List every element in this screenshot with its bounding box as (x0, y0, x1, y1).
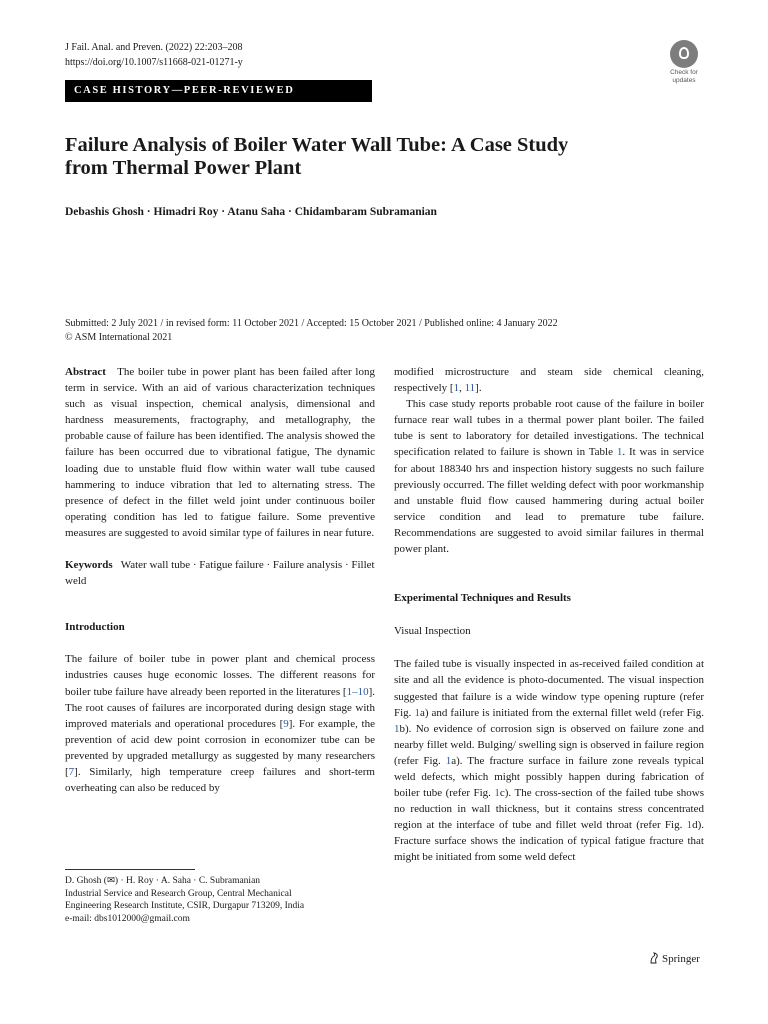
visual-inspection-heading: Visual Inspection (394, 625, 471, 638)
footnote-affiliation-2: Engineering Research Institute, CSIR, Durgapur 713209, India (65, 901, 305, 911)
author-affiliation-footnote (65, 875, 375, 925)
figure-link[interactable]: 1 (445, 754, 452, 767)
figure-link[interactable]: 1 (414, 706, 420, 719)
left-column (65, 364, 375, 796)
introduction-paragraph (65, 651, 375, 796)
journal-citation: J Fail. Anal. and Preven. (2022) 22:203–208 (65, 42, 243, 53)
intro-continuation (394, 364, 704, 396)
author-list: Debashis Ghosh · Himadri Roy · Atanu Saha · Chidambaram Subramanian (65, 206, 437, 218)
badge-line2: updates (672, 77, 696, 84)
citation-link[interactable]: 1 (453, 382, 460, 395)
citation-link[interactable]: 11 (464, 382, 476, 395)
badge-line1: Check for (670, 69, 698, 76)
publisher-footer (649, 952, 700, 966)
abstract-text: The boiler tube in power plant has been failed after long term in service. With an aid of various characterization techniques such as visual inspection, chemical analysis, dimensional and hardness measurements, fractography, and metallography, the probable cause of failure has been identified. The analysis showed the failure has been occurred due to vibrational fatigue, The dynamic loading due to unstable fluid flow within water wall tube caused hammering to induce vibration that led to alternating stress. The presence of defect in the fillet weld joint under continuous boiler operating condition has led to fatigue failure. Some preventive measures are suggested to avoid similar type of failures in near future. (65, 366, 375, 539)
publication-dates (65, 317, 558, 345)
citation-link[interactable]: 7 (68, 765, 75, 778)
introduction-heading: Introduction (65, 621, 125, 634)
vi-text-a: The failed tube is visually inspected in as-received failed condition at site and all the evidence is photo-documented. The visual inspection suggested that failure is a wide window type opening rupture (refer Fig. (394, 658, 704, 719)
figure-link[interactable]: 1 (686, 819, 693, 832)
footnote-affiliation-1: Industrial Service and Research Group, Central Mechanical (65, 888, 292, 899)
keywords (65, 557, 375, 589)
experimental-heading: Experimental Techniques and Results (394, 592, 571, 605)
doi-link[interactable]: https://doi.org/10.1007/s11668-021-01271-y (65, 57, 243, 68)
vi-text-b: a) and failure is initiated from the external fillet weld (refer Fig. (419, 706, 704, 719)
check-for-updates-badge[interactable] (664, 40, 704, 84)
case-study-paragraph (394, 396, 704, 557)
footnote-authors: D. Ghosh (✉) · H. Roy · A. Saha · C. Subramanian (65, 876, 261, 886)
vi-text-f: d). Fracture surface shows the indication of typical fatigue fracture that might be initiated from some weld defect (394, 819, 704, 864)
citation-link[interactable]: 1–10 (346, 685, 369, 698)
vi-text-d: a). The fracture surface in failure zone reveals typical weld defects, which might possibly happen during fabrication of boiler tube (refer Fig. (394, 754, 705, 800)
title-line2: from Thermal Power Plant (65, 157, 302, 179)
bookmark-icon (670, 40, 698, 68)
abstract (65, 364, 375, 541)
visual-inspection-paragraph (394, 656, 704, 865)
article-title (65, 134, 685, 180)
vi-text-c: b). No evidence of corrosion sign is observed on failure zone and nearby fillet weld. Bulging/ swelling sign is observed in failure region (refer Fig. (394, 722, 704, 767)
abstract-heading: Abstract (65, 366, 106, 378)
history-dates: Submitted: 2 July 2021 / in revised form: 11 October 2021 / Accepted: 15 October 2021 / Published online: 4 January 2022 (65, 318, 558, 329)
springer-horse-icon (649, 952, 659, 964)
figure-link[interactable]: 1 (494, 787, 500, 800)
vi-text-e: c). The cross-section of the failed tube shows no reduction in wall thickness, but it contains stress concentrated region at the interface of tube and fillet weld throat (refer Fig. (394, 787, 705, 832)
footnote-divider (65, 869, 195, 870)
intro-cont-end: ]. (475, 382, 482, 395)
citation-link[interactable]: 9 (283, 717, 289, 730)
footnote-email[interactable]: e-mail: dbs1012000@gmail.com (65, 913, 190, 924)
right-column (394, 364, 704, 866)
copyright: © ASM International 2021 (65, 332, 173, 343)
intro-cont-text: modified microstructure and steam side chemical cleaning, respectively [ (394, 366, 704, 395)
intro-text-b: ]. The root causes of failures are incorporated during design stage with improved materials and operational procedures [ (65, 685, 375, 730)
intro-text-a: The failure of boiler tube in power plant and chemical process industries causes huge economic losses. The different reasons for boiler tube failure have already been reported in the literatures [ (65, 653, 375, 698)
journal-info (65, 40, 243, 70)
figure-link[interactable]: 1 (394, 722, 400, 735)
intro-text-d: ]. Similarly, high temperature creep failures and short-term overheating can also be reduced by (65, 765, 375, 795)
keywords-text: Water wall tube · Fatigue failure · Failure analysis · Fillet weld (65, 559, 375, 588)
citation-separator: , (459, 382, 465, 395)
table-link[interactable]: 1 (616, 446, 623, 459)
case-text-a: This case study reports probable root cause of the failure in boiler furnace rear wall tubes in a thermal power plant boiler. The failed tube is sent to laboratory for detailed investigations. The technical specification related to failure is shown in Table (394, 398, 704, 459)
keywords-heading: Keywords (65, 559, 113, 572)
case-text-b: . It was in service for about 188340 hrs and inspection history suggests no such failure previously occurred. The fillet welding defect with poor workmanship and unstable fluid flow caused hammering during actual boiler service condition and lead to premature tube failure. Recommendations are suggested to avoid similar failures in thermal power plant. (394, 446, 705, 556)
intro-text-c: ]. For example, the prevention of acid dew point corrosion in economizer tube can be prevented by upgraded metallurgy as suggested by many researchers [ (65, 717, 375, 778)
title-line1: Failure Analysis of Boiler Water Wall Tube: A Case Study (65, 134, 569, 156)
article-type-banner: CASE HISTORY—PEER-REVIEWED (65, 80, 372, 102)
publisher-name: Springer (662, 953, 700, 965)
